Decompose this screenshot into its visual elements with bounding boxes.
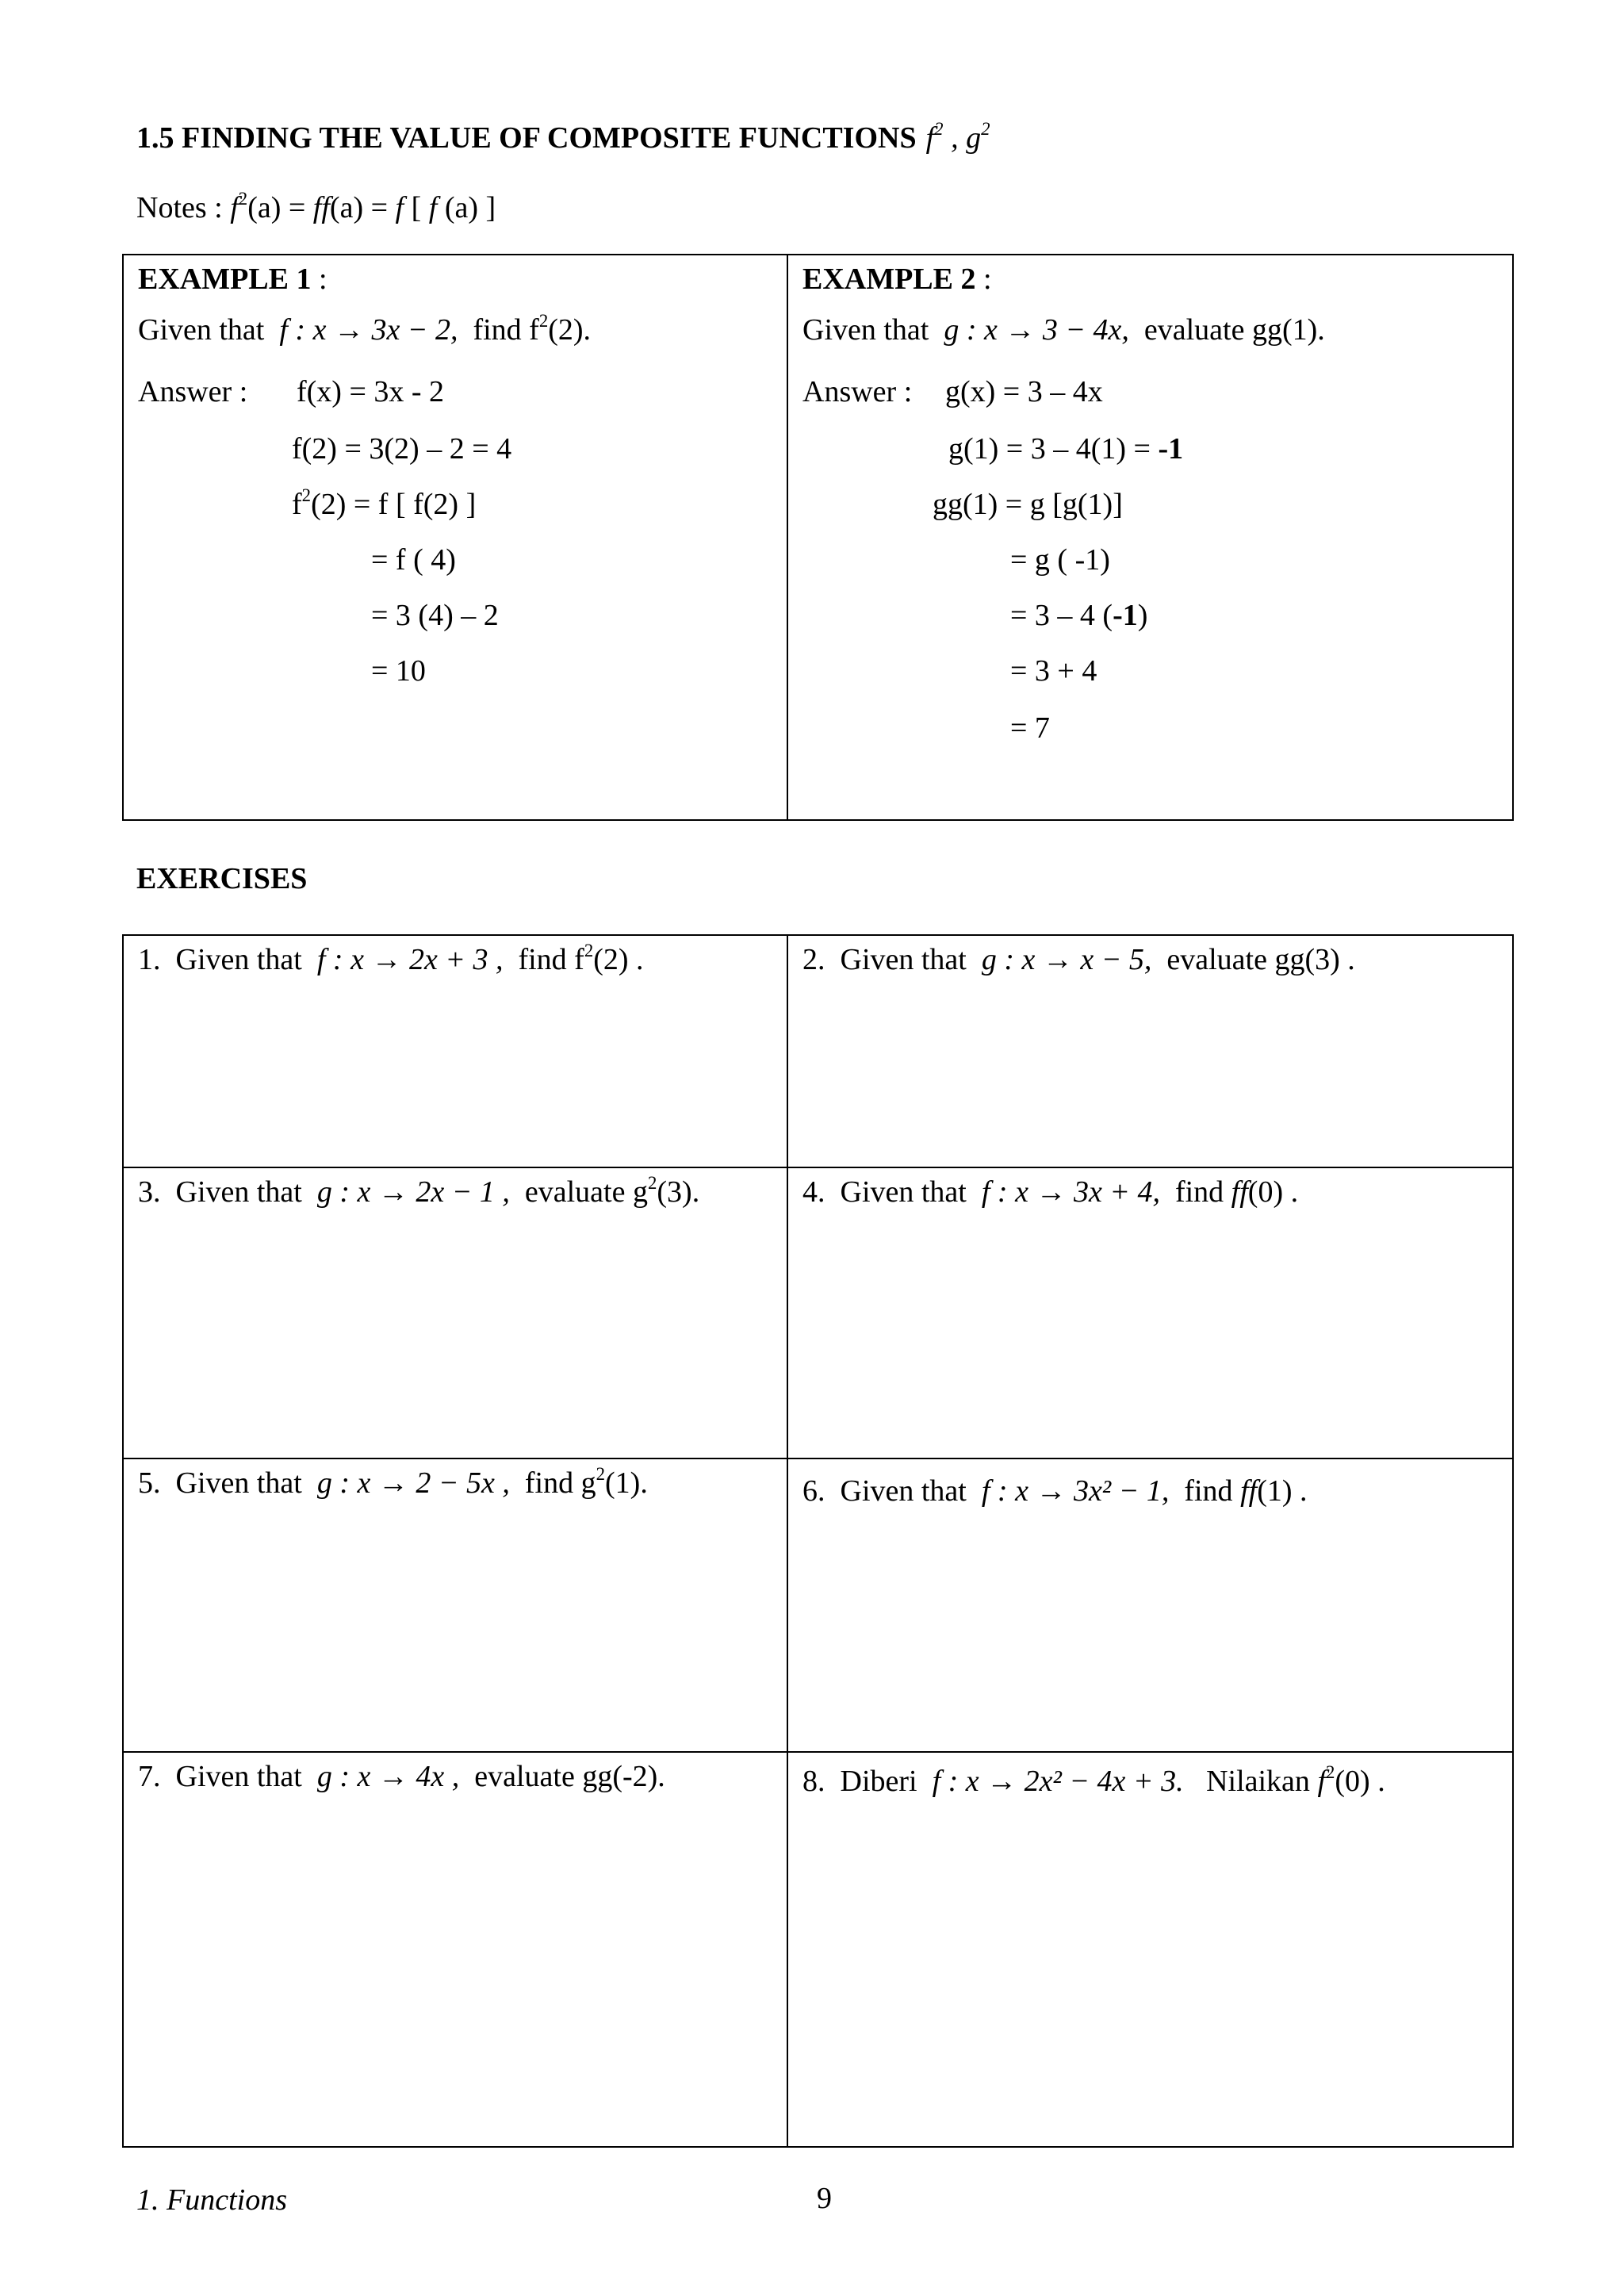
example-1-cell — [124, 255, 788, 819]
example-2-step: g(1) = 3 – 4(1) = -1 — [948, 432, 1184, 466]
example-2-step: = 3 + 4 — [1010, 654, 1097, 688]
examples-table — [122, 254, 1514, 821]
exercise-question: 1. Given that f : x → 2x + 3 , find $f^2(2)$ . — [138, 941, 644, 976]
example-2-answer-label: Answer : — [802, 375, 913, 408]
example-1-step: = 3 (4) – 2 — [371, 599, 499, 632]
example-1-answer-label: Answer : — [138, 375, 248, 408]
exercise-question: 6. Given that f : x → 3x² − 1, find ff(1) . — [802, 1474, 1308, 1508]
exercise-question: 2. Given that g : x → x − 5, evaluate gg(3) . — [802, 943, 1355, 976]
example-1-given: Given that f : x → 3x − 2, find $f^2(2)$. — [138, 311, 592, 347]
example-2-step: gg(1) = g [g(1)] — [933, 488, 1123, 521]
example-2-step: = 7 — [1010, 711, 1050, 745]
example-2-cell — [788, 255, 1512, 819]
exercise-question: 8. Diberi f : x → 2x² − 4x + 3. Nilaikan $f^2(0)$ . — [802, 1762, 1385, 1798]
footer-chapter: 1. Functions — [136, 2183, 287, 2217]
page-title — [136, 121, 990, 155]
exercise-cell-7 — [124, 1753, 788, 2146]
exercise-question: 5. Given that g : x → 2 − 5x , find $g^2(1)$. — [138, 1464, 648, 1500]
exercise-row — [124, 1753, 1512, 2146]
exercises-heading: EXERCISES — [136, 862, 308, 895]
exercise-question: 3. Given that g : x → 2x − 1 , evaluate $g^2(3)$. — [138, 1173, 700, 1209]
title-text: 1.5 FINDING THE VALUE OF COMPOSITE FUNCTIONS — [136, 121, 917, 155]
example-1-heading: EXAMPLE 1 : — [138, 263, 327, 296]
example-1-step: = 10 — [371, 654, 426, 688]
exercise-cell-3 — [124, 1168, 788, 1458]
notes-f: f — [230, 191, 239, 224]
example-1-step: f(2) = 3(2) – 2 = 4 — [292, 432, 512, 466]
exercise-question: 7. Given that g : x → 4x , evaluate gg(-2). — [138, 1760, 665, 1793]
title-functions: $f^2$ , $g^2$ — [925, 119, 990, 155]
notes-label: Notes : — [136, 191, 223, 224]
page-number: 9 — [817, 2182, 832, 2215]
exercise-question: 4. Given that f : x → 3x + 4, find ff(0) . — [802, 1175, 1299, 1209]
exercises-table — [122, 934, 1514, 2148]
exercise-cell-4 — [788, 1168, 1512, 1458]
example-1-step: f(x) = 3x - 2 — [297, 375, 445, 408]
example-1-step: = f ( 4) — [371, 543, 456, 577]
notes-line: Notes : $f^2(a) = ff(a) = f$ [ f (a) ] — [136, 189, 496, 224]
exercise-cell-1 — [124, 936, 788, 1167]
example-2-step: = g ( -1) — [1010, 543, 1110, 577]
exercise-row — [124, 936, 1512, 1168]
example-1-step: $f^2(2) = f$ [ f(2) ] — [292, 485, 477, 521]
example-2-given: Given that g : x → 3 − 4x, evaluate gg(1). — [802, 313, 1325, 347]
exercise-cell-5 — [124, 1459, 788, 1751]
exercise-cell-2 — [788, 936, 1512, 1167]
exercise-cell-6 — [788, 1459, 1512, 1751]
exercise-row — [124, 1168, 1512, 1459]
exercise-cell-8 — [788, 1753, 1512, 2146]
example-2-heading: EXAMPLE 2 : — [802, 263, 992, 296]
example-2-step: = 3 – 4 (-1) — [1010, 599, 1148, 632]
example-2-step: g(x) = 3 – 4x — [945, 375, 1103, 408]
exercise-row — [124, 1459, 1512, 1753]
